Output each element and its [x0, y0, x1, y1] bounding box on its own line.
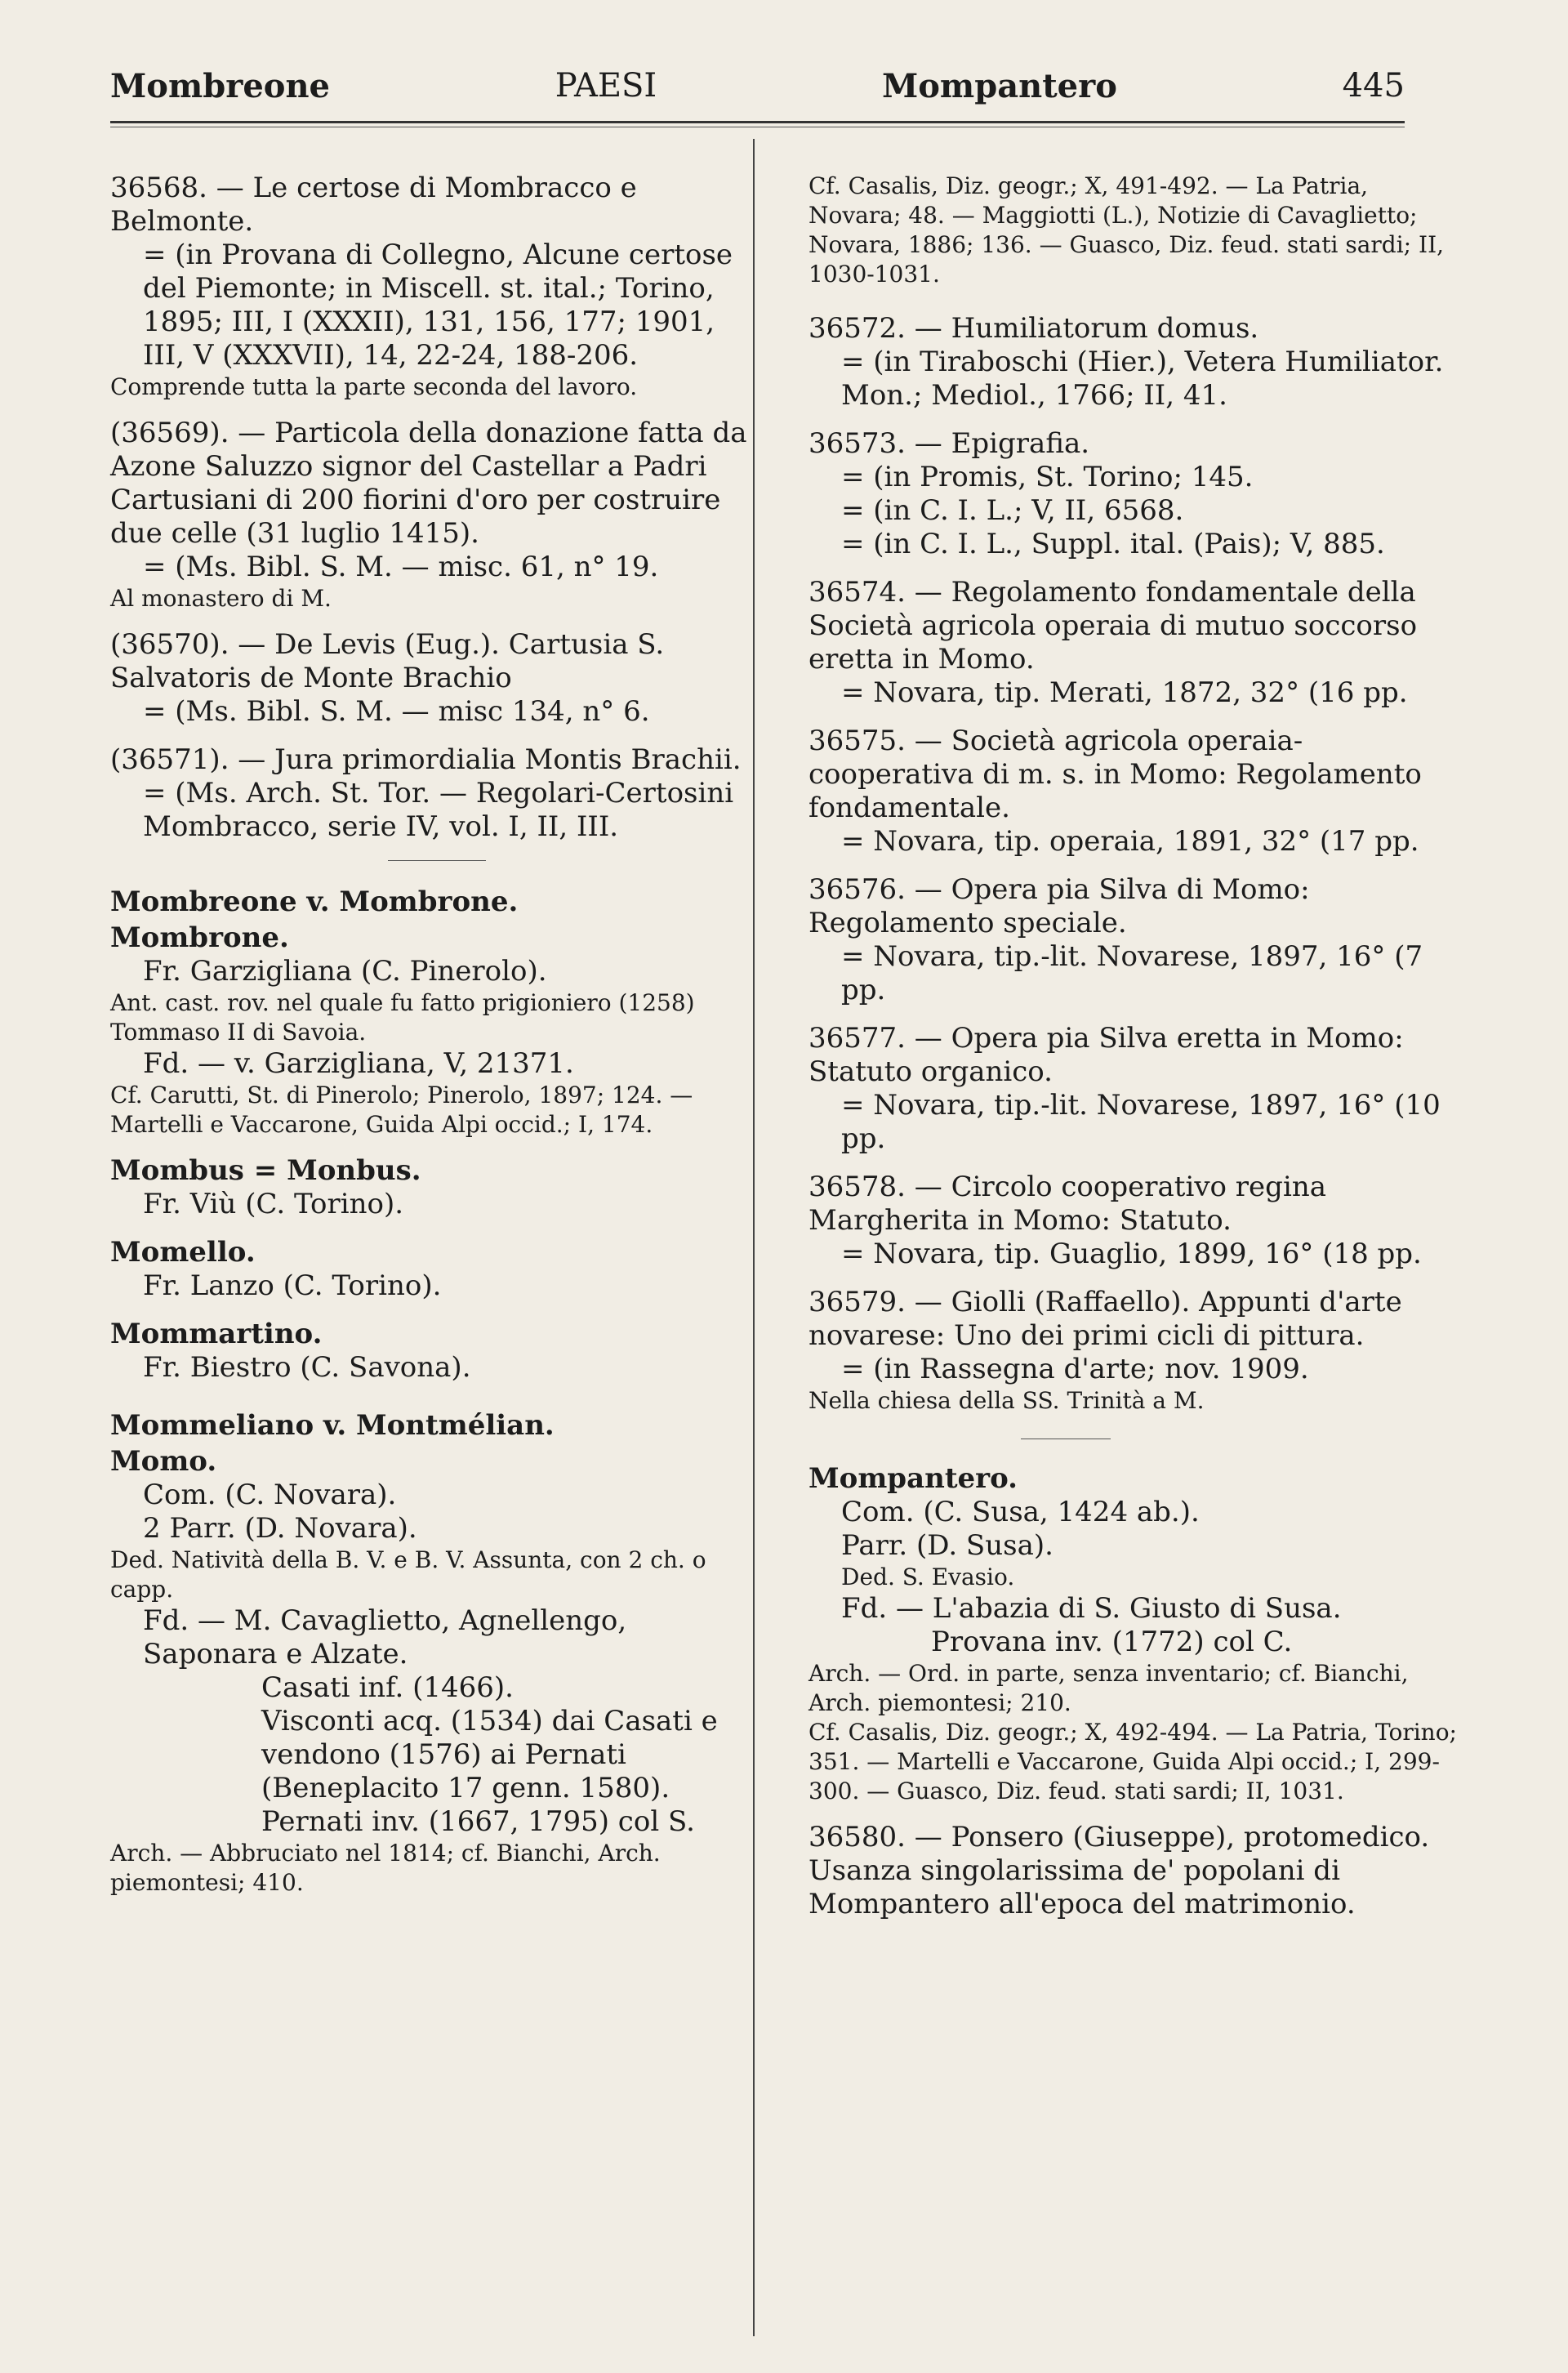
place-heading: Mommartino. — [110, 1318, 323, 1350]
entry-36571 — [110, 743, 764, 844]
running-header — [110, 57, 1405, 114]
entry-36579 — [808, 1286, 1462, 1416]
place-parr: Parr. (D. Susa). — [841, 1529, 1054, 1562]
place-fd-pernati: Pernati inv. (1667, 1795) col S. — [261, 1805, 695, 1838]
entry-citation: = Novara, tip. Merati, 1872, 32° (16 pp. — [841, 676, 1408, 709]
crossref-mommeliano: Mommeliano v. Montmélian. — [110, 1409, 555, 1442]
entry-citation: = Novara, tip. operaia, 1891, 32° (17 pp. — [841, 825, 1419, 858]
place-com: Com. (C. Novara). — [143, 1479, 397, 1511]
entry-title: 36575. — Società agricola operaia-cooperativa di m. s. in Momo: Regolamento fondamentale. — [808, 725, 1422, 824]
place-fr: Fr. Lanzo (C. Torino). — [143, 1269, 442, 1302]
place-fr: Fr. Biestro (C. Savona). — [143, 1351, 471, 1384]
entry-citation: = (Ms. Bibl. S. M. — misc. 61, n° 19. — [143, 551, 659, 583]
entry-36580 — [808, 1821, 1462, 1921]
entry-36574 — [808, 576, 1462, 710]
entry-36568 — [110, 172, 764, 402]
entry-note: Nella chiesa della SS. Trinità a M. — [808, 1387, 1205, 1414]
entry-36576 — [808, 873, 1462, 1007]
entry-citation: = (in Rassegna d'arte; nov. 1909. — [841, 1353, 1309, 1385]
entry-title: 36579. — Giolli (Raffaello). Appunti d'arte novarese: Uno dei primi cicli di pittura. — [808, 1286, 1402, 1352]
entry-citation: = Novara, tip. Guaglio, 1899, 16° (18 pp. — [841, 1238, 1422, 1270]
entry-citation: = (in C. I. L.; V, II, 6568. — [841, 494, 1184, 527]
place-heading: Mombrone. — [110, 921, 289, 954]
entry-36573 — [808, 427, 1462, 561]
place-heading: Mompantero. — [808, 1462, 1018, 1495]
header-left-title: Mombreone — [110, 66, 330, 105]
place-arch: Arch. — Abbruciato nel 1814; cf. Bianchi, Arch. piemontesi; 410. — [110, 1840, 661, 1896]
page-number: 445 — [1342, 67, 1405, 105]
place-fd-provana: Provana inv. (1772) col C. — [931, 1626, 1293, 1658]
entry-title: 36568. — Le certose di Mombracco e Belmonte. — [110, 172, 637, 238]
place-parr: 2 Parr. (D. Novara). — [143, 1512, 417, 1545]
entry-36570 — [110, 628, 764, 729]
place-mommartino — [110, 1318, 764, 1385]
place-fd: Fd. — L'abazia di S. Giusto di Susa. — [841, 1592, 1342, 1625]
entry-title: 36577. — Opera pia Silva eretta in Momo: Statuto organico. — [808, 1022, 1404, 1088]
entry-citation: = (in Tiraboschi (Hier.), Vetera Humiliator. Mon.; Mediol., 1766; II, 41. — [841, 346, 1444, 412]
entry-title: 36578. — Circolo cooperativo regina Margherita in Momo: Statuto. — [808, 1171, 1326, 1237]
place-cf: Cf. Casalis, Diz. geogr.; X, 492-494. — La Patria, Torino; 351. — Martelli e Vaccarone, Guida Alpi occid.; I, 299-300. — Guasco, Diz. feud. stati sardi; II, 1031. — [808, 1719, 1457, 1804]
place-ant: Ant. cast. rov. nel quale fu fatto prigioniero (1258) Tommaso II di Savoia. — [110, 989, 695, 1046]
place-fd: Fd. — v. Garzigliana, V, 21371. — [143, 1047, 574, 1080]
entry-title: (36569). — Particola della donazione fatta da Azone Saluzzo signor del Castellar a Padri Cartusiani di 200 fiorini d'oro per costruire due celle (31 luglio 1415). — [110, 417, 747, 550]
entry-36578 — [808, 1171, 1462, 1271]
entry-note: Al monastero di M. — [110, 585, 332, 612]
entry-title: 36576. — Opera pia Silva di Momo: Regolamento speciale. — [808, 873, 1310, 939]
entry-title: 36580. — Ponsero (Giuseppe), protomedico. Usanza singolarissima de' popolani di Mompantero all'epoca del matrimonio. — [808, 1821, 1430, 1920]
separator — [388, 860, 486, 861]
entry-36577 — [808, 1022, 1462, 1156]
place-fr: Fr. Viù (C. Torino). — [143, 1188, 404, 1220]
momo-cf: Cf. Casalis, Diz. geogr.; X, 491-492. — La Patria, Novara; 48. — Maggiotti (L.), Notizie di Cavaglietto; Novara, 1886; 136. — Guasco, Diz. feud. stati sardi; II, 1030-1031. — [808, 172, 1445, 288]
place-ded: Ded. Natività della B. V. e B. V. Assunta, con 2 ch. o capp. — [110, 1546, 706, 1603]
place-heading: Mombus = Monbus. — [110, 1154, 421, 1187]
place-mombrone — [110, 921, 764, 1140]
place-arch: Arch. — Ord. in parte, senza inventario; cf. Bianchi, Arch. piemontesi; 210. — [808, 1660, 1409, 1716]
place-fr: Fr. Garzigliana (C. Pinerolo). — [143, 955, 547, 988]
place-ded: Ded. S. Evasio. — [841, 1563, 1015, 1590]
place-mompantero — [808, 1462, 1462, 1806]
header-rule — [110, 121, 1405, 123]
header-section: PAESI — [555, 67, 657, 105]
place-heading: Momo. — [110, 1445, 217, 1478]
left-column — [110, 172, 764, 1912]
entry-citation: = (Ms. Arch. St. Tor. — Regolari-Certosini Mombracco, serie IV, vol. I, II, III. — [143, 777, 734, 843]
place-momello — [110, 1236, 764, 1303]
crossref-mombreone: Mombreone v. Mombrone. — [110, 885, 519, 918]
place-momo — [110, 1445, 764, 1898]
entry-36575 — [808, 725, 1462, 859]
entry-title: 36572. — Humiliatorum domus. — [808, 312, 1259, 345]
place-fd-casati: Casati inf. (1466). — [261, 1671, 514, 1704]
entry-36572 — [808, 312, 1462, 413]
entry-citation: = (Ms. Bibl. S. M. — misc 134, n° 6. — [143, 695, 650, 728]
entry-title: (36570). — De Levis (Eug.). Cartusia S. Salvatoris de Monte Brachio — [110, 628, 665, 694]
entry-citation: = Novara, tip.-lit. Novarese, 1897, 16° (10 pp. — [841, 1089, 1441, 1155]
entry-note: Comprende tutta la parte seconda del lavoro. — [110, 373, 638, 400]
right-column — [808, 172, 1462, 1936]
entry-36569 — [110, 417, 764, 613]
entry-citation: = (in Promis, St. Torino; 145. — [841, 461, 1254, 493]
place-fd: Fd. — M. Cavaglietto, Agnellengo, Saponara e Alzate. — [143, 1604, 627, 1670]
entry-title: 36573. — Epigrafia. — [808, 427, 1090, 460]
place-mombus — [110, 1154, 764, 1221]
header-right-title: Mompantero — [881, 66, 1117, 105]
entry-citation: = Novara, tip.-lit. Novarese, 1897, 16° (7 pp. — [841, 940, 1423, 1006]
entry-citation: = (in C. I. L., Suppl. ital. (Pais); V, 885. — [841, 528, 1385, 560]
place-com: Com. (C. Susa, 1424 ab.). — [841, 1496, 1200, 1528]
entry-title: (36571). — Jura primordialia Montis Brachii. — [110, 743, 742, 776]
entry-citation: = (in Provana di Collegno, Alcune certose del Piemonte; in Miscell. st. ital.; Torino, 1895; III, I (XXXII), 131, 156, 177; 1901, III, V (XXXVII), 14, 22-24, 188-206. — [143, 239, 733, 372]
place-cf: Cf. Carutti, St. di Pinerolo; Pinerolo, 1897; 124. — Martelli e Vaccarone, Guida Alpi occid.; I, 174. — [110, 1082, 693, 1138]
place-fd-visconti: Visconti acq. (1534) dai Casati e vendono (1576) ai Pernati (Beneplacito 17 genn. 1580). — [261, 1705, 718, 1804]
entry-title: 36574. — Regolamento fondamentale della Società agricola operaia di mutuo soccorso eretta in Momo. — [808, 576, 1418, 676]
place-heading: Momello. — [110, 1236, 256, 1269]
